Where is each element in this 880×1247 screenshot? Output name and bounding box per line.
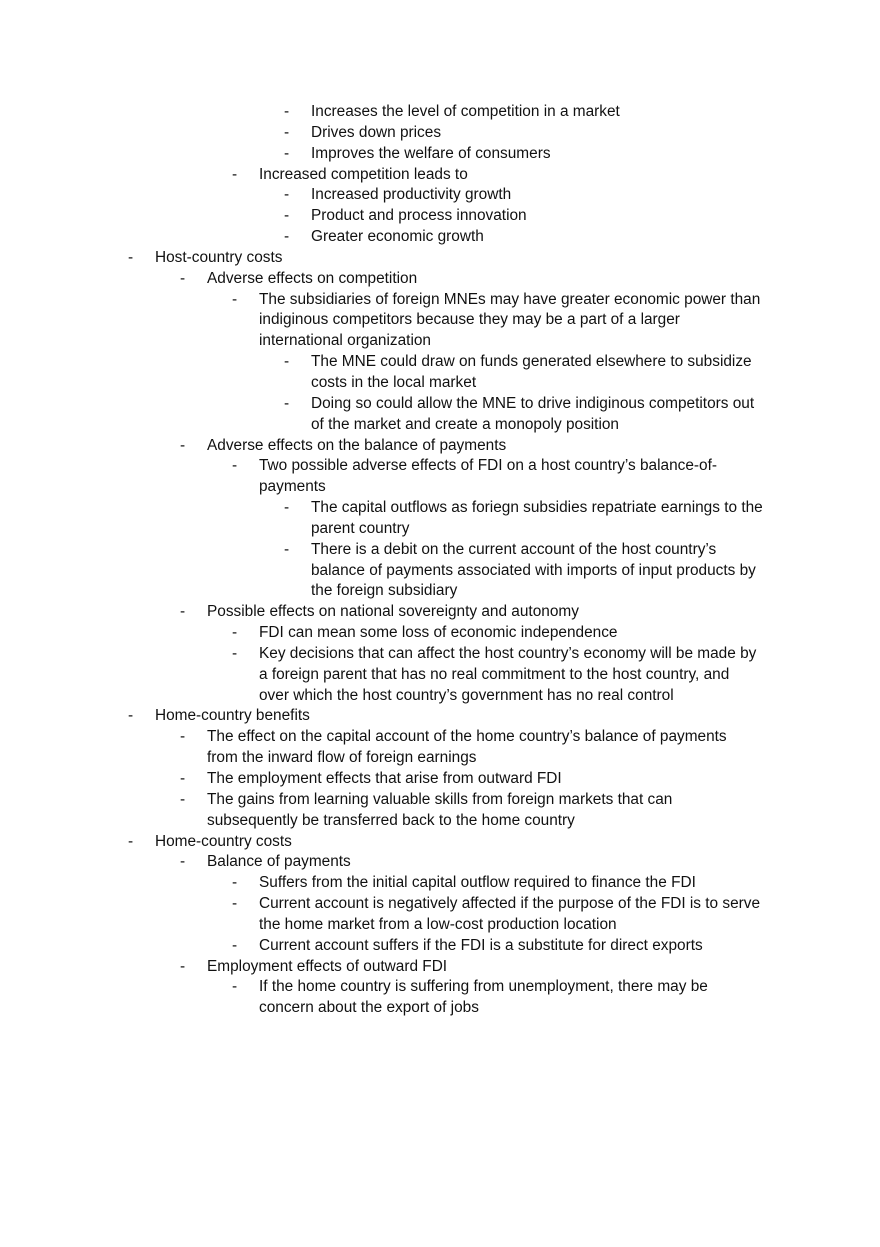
bullet-text	[311, 227, 880, 248]
text-line: of the market and create a monopoly position	[311, 415, 619, 433]
dash-bullet-icon: -	[180, 603, 186, 621]
text-line: The capital outflows as foriegn subsidies repatriate earnings to the	[311, 499, 763, 517]
bullet-text	[207, 852, 880, 873]
bullet-item-level-2	[0, 269, 880, 290]
text-line: The gains from learning valuable skills from foreign markets that can	[207, 790, 673, 808]
text-line: Increased competition leads to	[259, 165, 468, 183]
bullet-text	[259, 290, 880, 353]
text-line: international organization	[259, 332, 431, 350]
dash-bullet-icon: -	[128, 248, 134, 266]
bullet-item-level-4	[0, 540, 880, 603]
dash-bullet-icon: -	[284, 186, 290, 204]
bullet-item-level-1	[0, 248, 880, 269]
bullet-item-level-2	[0, 727, 880, 769]
dash-bullet-icon: -	[284, 228, 290, 246]
text-line: If the home country is suffering from unemployment, there may be	[259, 978, 708, 996]
text-line: Greater economic growth	[311, 228, 484, 246]
text-line: Suffers from the initial capital outflow required to finance the FDI	[259, 874, 696, 892]
text-line: Increases the level of competition in a market	[311, 103, 620, 120]
dash-bullet-icon: -	[284, 499, 290, 517]
bullet-item-level-3	[0, 894, 880, 936]
text-line: subsequently be transferred back to the home country	[207, 811, 575, 829]
text-line: The effect on the capital account of the home country’s balance of payments	[207, 728, 727, 746]
text-line: The MNE could draw on funds generated elsewhere to subsidize	[311, 353, 752, 371]
bullet-item-level-1	[0, 706, 880, 727]
text-line: There is a debit on the current account of the host country’s	[311, 540, 717, 558]
dash-bullet-icon: -	[180, 853, 186, 871]
dash-bullet-icon: -	[232, 874, 238, 892]
text-line: over which the host country’s government has no real control	[259, 686, 674, 704]
bullet-item-level-3	[0, 873, 880, 894]
text-line: Adverse effects on the balance of payments	[207, 436, 507, 454]
bullet-text	[259, 873, 880, 894]
text-line: The employment effects that arise from outward FDI	[207, 770, 562, 787]
dash-bullet-icon: -	[180, 269, 186, 287]
bullet-text	[311, 206, 880, 227]
text-line: Doing so could allow the MNE to drive indiginous competitors out	[311, 394, 755, 412]
bullet-item-level-3	[0, 165, 880, 186]
bullet-text	[311, 185, 880, 206]
document-page	[0, 102, 880, 1019]
bullet-text	[311, 540, 880, 603]
dash-bullet-icon: -	[128, 707, 134, 725]
text-line: balance of payments associated with imports of input products by	[311, 561, 756, 579]
dash-bullet-icon: -	[232, 290, 238, 308]
text-line: Two possible adverse effects of FDI on a host country’s balance-of-	[259, 457, 717, 475]
bullet-text	[259, 623, 880, 644]
bullet-text	[207, 957, 880, 978]
text-line: Increased productivity growth	[311, 186, 512, 204]
text-line: Possible effects on national sovereignty and autonomy	[207, 603, 579, 621]
dash-bullet-icon: -	[284, 540, 290, 558]
bullet-text	[311, 123, 880, 144]
text-line: Product and process innovation	[311, 207, 527, 225]
bullet-item-level-2	[0, 957, 880, 978]
bullet-text	[207, 727, 880, 769]
bullet-item-level-4	[0, 102, 880, 123]
text-line: Current account suffers if the FDI is a substitute for direct exports	[259, 936, 703, 954]
dash-bullet-icon: -	[284, 394, 290, 412]
text-line: Key decisions that can affect the host country’s economy will be made by	[259, 644, 757, 662]
text-line: Balance of payments	[207, 853, 351, 871]
text-line: Employment effects of outward FDI	[207, 957, 448, 975]
text-line: a foreign parent that has no real commitment to the host country, and	[259, 665, 730, 683]
dash-bullet-icon: -	[180, 957, 186, 975]
bullet-text	[207, 269, 880, 290]
bullet-item-level-3	[0, 977, 880, 1019]
bullet-text	[311, 102, 880, 123]
bullet-item-level-3	[0, 623, 880, 644]
dash-bullet-icon: -	[284, 207, 290, 225]
bullet-text	[155, 832, 880, 853]
bullet-text	[259, 644, 880, 707]
bullet-text	[311, 352, 880, 394]
text-line: Drives down prices	[311, 123, 442, 141]
bullet-item-level-3	[0, 290, 880, 353]
bullet-item-level-4	[0, 498, 880, 540]
bullet-item-level-2	[0, 769, 880, 790]
bullet-item-level-2	[0, 852, 880, 873]
bullet-item-level-4	[0, 394, 880, 436]
dash-bullet-icon: -	[232, 936, 238, 954]
bullet-text	[155, 706, 880, 727]
text-line: The subsidiaries of foreign MNEs may have greater economic power than	[259, 290, 761, 308]
bullet-item-level-4	[0, 206, 880, 227]
bullet-text	[311, 144, 880, 165]
bullet-text	[155, 248, 880, 269]
text-line: the home market from a low-cost production location	[259, 915, 617, 933]
bullet-text	[311, 498, 880, 540]
bullet-item-level-4	[0, 123, 880, 144]
bullet-text	[259, 936, 880, 957]
bullet-item-level-3	[0, 936, 880, 957]
bullet-item-level-4	[0, 352, 880, 394]
bullet-item-level-3	[0, 644, 880, 707]
dash-bullet-icon: -	[284, 123, 290, 141]
text-line: FDI can mean some loss of economic independence	[259, 624, 618, 642]
bullet-item-level-4	[0, 144, 880, 165]
bullet-item-level-2	[0, 602, 880, 623]
dash-bullet-icon: -	[128, 832, 134, 850]
dash-bullet-icon: -	[232, 895, 238, 913]
text-line: parent country	[311, 519, 410, 537]
text-line: indiginous competitors because they may be a part of a larger	[259, 311, 680, 329]
text-line: concern about the export of jobs	[259, 999, 479, 1017]
dash-bullet-icon: -	[180, 436, 186, 454]
bullet-text	[207, 790, 880, 832]
bullet-item-level-1	[0, 832, 880, 853]
text-line: Host-country costs	[155, 248, 283, 266]
bullet-text	[311, 394, 880, 436]
bullet-text	[207, 436, 880, 457]
dash-bullet-icon: -	[232, 644, 238, 662]
bullet-item-level-2	[0, 436, 880, 457]
text-line: Current account is negatively affected if the purpose of the FDI is to serve	[259, 895, 761, 913]
bullet-item-level-4	[0, 227, 880, 248]
text-line: Adverse effects on competition	[207, 269, 418, 287]
bullet-text	[259, 165, 880, 186]
dash-bullet-icon: -	[232, 978, 238, 996]
bullet-text	[259, 894, 880, 936]
dash-bullet-icon: -	[180, 728, 186, 746]
text-line: Home-country costs	[155, 832, 292, 850]
text-line: payments	[259, 478, 326, 496]
text-line: the foreign subsidiary	[311, 582, 458, 600]
bullet-text	[207, 769, 880, 790]
bullet-text	[259, 977, 880, 1019]
bullet-item-level-4	[0, 185, 880, 206]
dash-bullet-icon: -	[232, 624, 238, 642]
dash-bullet-icon: -	[232, 457, 238, 475]
dash-bullet-icon: -	[180, 790, 186, 808]
dash-bullet-icon: -	[180, 770, 186, 787]
bullet-item-level-2	[0, 790, 880, 832]
bullet-text	[259, 456, 880, 498]
bullet-item-level-3	[0, 456, 880, 498]
dash-bullet-icon: -	[232, 165, 238, 183]
text-line: costs in the local market	[311, 373, 477, 391]
dash-bullet-icon: -	[284, 144, 290, 162]
text-line: Home-country benefits	[155, 707, 310, 725]
text-line: from the inward flow of foreign earnings	[207, 749, 477, 767]
bullet-text	[207, 602, 880, 623]
dash-bullet-icon: -	[284, 353, 290, 371]
text-line: Improves the welfare of consumers	[311, 144, 551, 162]
dash-bullet-icon: -	[284, 103, 290, 120]
